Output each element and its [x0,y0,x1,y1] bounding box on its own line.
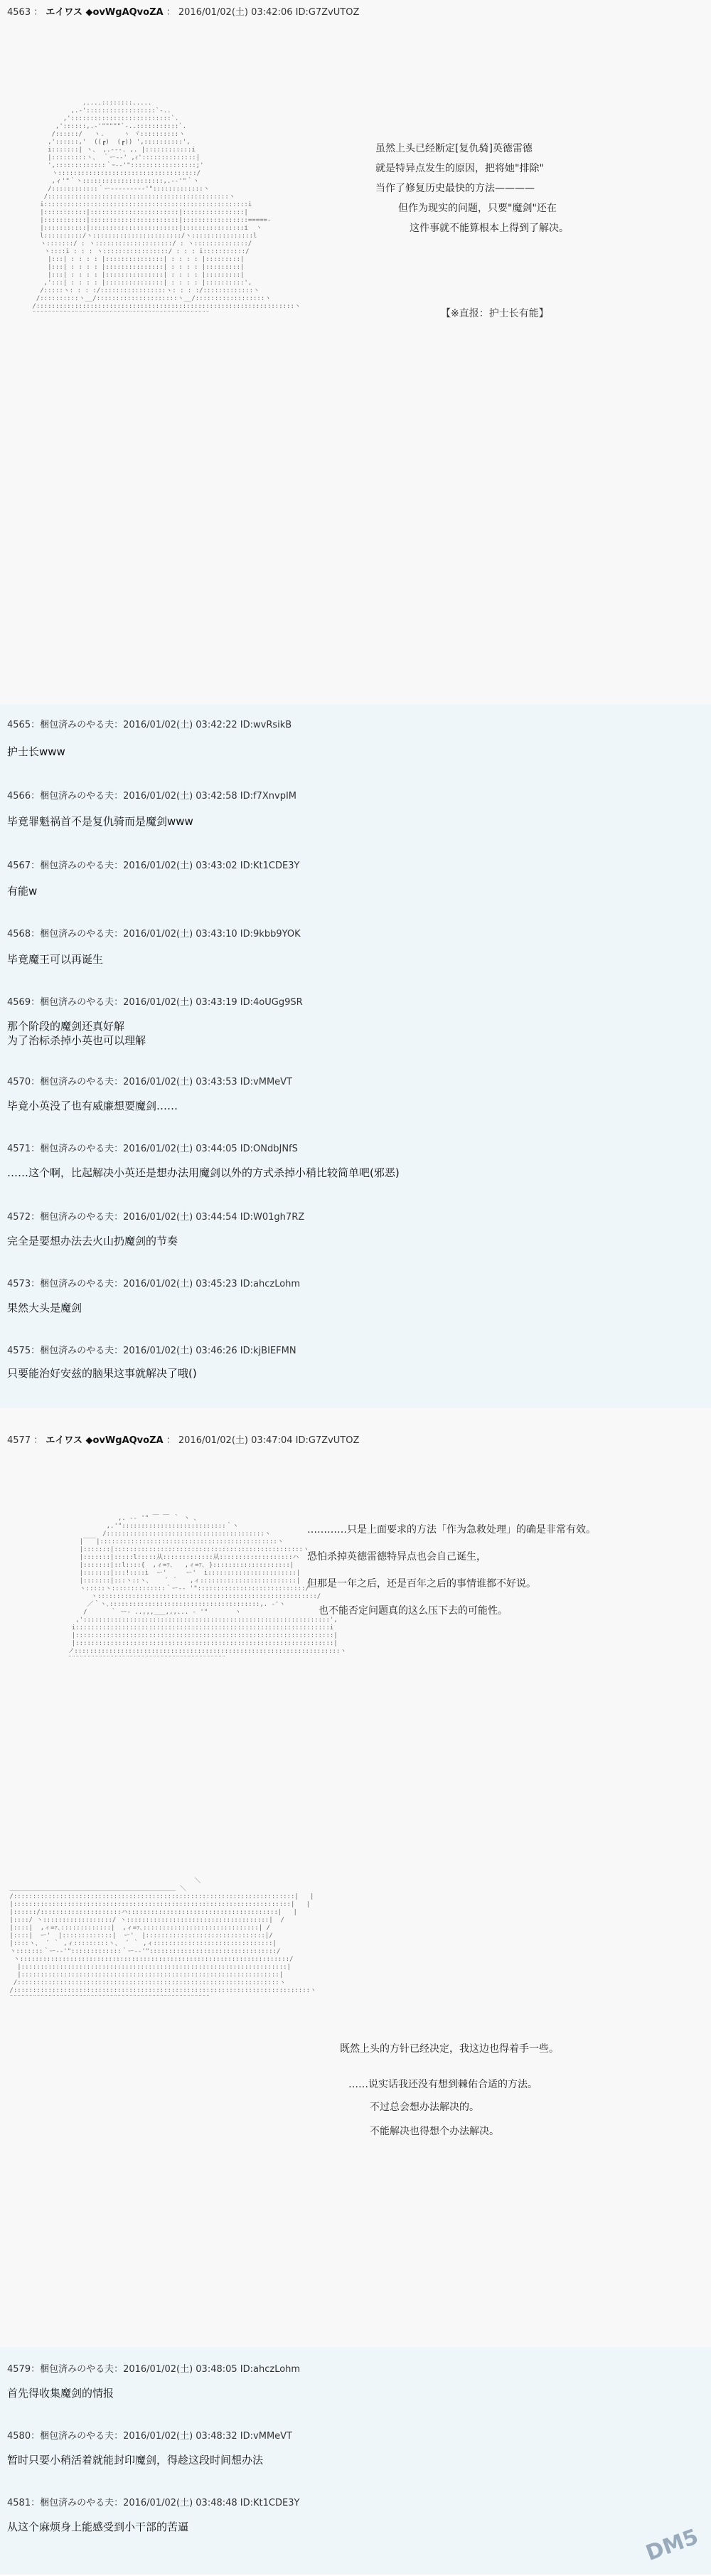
post-header: 4563 ： エイワス ◆ovWgAQvoZA ： 2016/01/02(土) 03:42:06 ID:G7ZvUTOZ [7,7,360,18]
reply-header: 4566：梱包済みのやる夫：2016/01/02(土) 03:42:58 ID:f7XnvpIM [7,791,297,802]
reply-body: 毕竟小英没了也有威廉想要魔剑…… [7,1100,178,1112]
reply-header: 4567：梱包済みのやる夫：2016/01/02(土) 03:43:02 ID:Kt1CDE3Y [7,861,300,871]
note-tag: 【※直报：护士长有能】 [441,308,549,319]
narration-line: …………只是上面要求的方法「作为急救处理」的确是非常有效。 [307,1524,596,1536]
post-number[interactable]: 4577 [7,1435,31,1446]
reply-header: 4580：梱包済みのやる夫：2016/01/02(土) 03:48:32 ID:vMMeVT [7,2431,292,2442]
narration-line: 不能解决也得想个办法解决。 [370,2126,499,2137]
ascii-art-figure-2: ＼ ＿＿＿＿＿＿＿＿＿＿＿＿＿＿＿＿＿＿＿＿＿＿＿＿＿＿ ＼ /:::::::::::::::::::::::::::::::::::::::::::::::::::::::::::::::::::::::::| | |::::::::::::::::::::::::::::::::::::::::::::::::::::::::::::::::::::::::| | |::::::/:::::::::::::::::::::ハ:::::::::::::::::::::::::::::::::::::::| | |::::/ ヽ::::::::::::::::::/ ヽ:::::::::::::::::::::::::::::::::::::| / |::::| ,ィ=ｧ､:::::::::::::| ,ィ=ｧ､::::::::::::::::::::::::::::::| / |::::| ー' |:::::::::::::| ー' |:::::::::::::::::::::::::::::::|/ |::::ヽ、 ´ ｀ ,ィ:::::::::ヽ、 ´ ｀ ,ィ:::::::::::::::::::::::::::::::| ヽ:::::::｀ー-‐'":::::::::::::｀ー-‐'":::::::::::::::::::::::::::::::::/ ヽ::::::::::::::::::::::::::::::::::::::::::::::::::::::::::::::::::::::/ |:::::::::::::::::::::::::::::::::::::::::::::::::::::::::::::::::::::| |:::::::::::::::::::::::::::::::::::::::::::::::::::::::::::::::::::| /::::::::::::::::::::::::::::::::::::::::::::::::::::::::::::::::::::ヽ /:::::::::::::::::::::::::::::::::::::::::::::::::::::::::::::::::::::::::::::ヽ ¨¨¨¨¨¨¨¨¨¨¨¨¨¨¨¨¨¨¨¨¨¨¨¨¨¨¨¨¨¨¨¨¨¨¨¨¨¨¨¨¨¨¨¨¨¨¨¨¨¨¨¨ [9,1878,317,2002]
narration-line: 但作为现实的问题，只要"魔剑"还在 [398,203,557,214]
author-name: エイワス ◆ovWgAQvoZA [46,1435,164,1446]
replies-block-2 [0,2347,711,2575]
post-meta: 2016/01/02(土) 03:42:06 ID:G7ZvUTOZ [178,7,360,18]
narration-line: 恐怕杀掉英德雷德特异点也会自己诞生， [307,1551,486,1563]
reply-body: 有能w [7,885,38,898]
reply-body: 护士长www [7,745,65,758]
reply-body: 果然大头是魔剑 [7,1302,82,1314]
reply-header: 4568：梱包済みのやる夫：2016/01/02(土) 03:43:10 ID:9kbb9YOK [7,929,301,940]
reply-header: 4572：梱包済みのやる夫：2016/01/02(土) 03:44:54 ID:W01gh7RZ [7,1212,305,1223]
author-name: エイワス ◆ovWgAQvoZA [46,7,164,18]
site-watermark: DM5 [642,2524,702,2567]
reply-header: 4569：梱包済みのやる夫：2016/01/02(土) 03:43:19 ID:4oUGg9SR [7,997,303,1008]
reply-header: 4581：梱包済みのやる夫：2016/01/02(土) 03:48:48 ID:Kt1CDE3Y [7,2498,300,2508]
post-number[interactable]: 4563 [7,7,31,18]
reply-body: 只要能治好安兹的脑果这事就解决了哦() [7,1367,197,1380]
reply-body: 那个阶段的魔剑还真好解 [7,1020,125,1033]
narration-line: 这件事就不能算根本上得到了解决。 [410,223,569,234]
replies-block-1 [0,704,711,1408]
ascii-art-figure-1: ,. -‐ '" ￣ ￣ ｀ ヽ 、 ,.'":::::::::::::::::::::::::::｀ヽ /:::::::::::::::::::::::::::::::::::::::::ヽ |￣￣|::::::::::::::::::::::::::::::::::::::::::::::ヽ |:::::::|:::::::::::::::::::::::::::::::::::::::::::::::::ヽ |:::::::|:::::l:::::从:::::::::::::从:::::::::::::::::::ハ |:::::::|::l::::{ ,ィ=ｧ､ ,ィ=ｧ､ }::::::::::::::::::::| |:::::::|:::!::::i ー' ー' i:::::::::::::::::::::::| |:::::::|:::ヽ::ヽ、 ´ ｀ ,ィ:::::::::::::::::::::::::| ヽ:::::ヽ::::::::::::::｀ー-‐ '"::::::::::::::::::::::::::::/ ヽ:::::::::::::::::::::::::::::::::::::::::::::::::::::::::/ ／｀ヽ､:::::::::::::::::::::::::::::::::::::::,. ‐'ヽ / ｀ ー- ..,,,___,,,... ‐ '" ヽ ,'::::::::::::::::::::::::::::::::::::::::::::::::::::::::::::::::', i::::::::::::::::::::::::::::::::::::::::::::::::::::::::::::::::::i |:::::::::::::::::::::::::::::::::::::::::::::::::::::::::::::::::::| |:::::::::::::::::::::::::::::::::::::::::::::::::::::::::::::::::::| ノ:::::::::::::::::::::::::::::::::::::::::::::::::::::::::::::::::::::ヽ ¨¨¨¨¨¨¨¨¨¨¨¨¨¨¨¨¨¨¨¨¨¨¨¨¨¨¨¨¨¨¨¨¨¨¨¨¨¨¨¨¨ [68,1515,347,1663]
narration-line: 就是特异点发生的原因，把将她"排除" [375,163,544,174]
narration-line: 但那是一年之后，还是百年之后的事情谁都不好说。 [307,1578,536,1590]
narration-line: 也不能否定问题真的这么压下去的可能性。 [319,1605,508,1617]
reply-body-2: 为了治标杀掉小英也可以理解 [7,1034,146,1047]
post-header: 4577 ： エイワス ◆ovWgAQvoZA ： 2016/01/02(土) 03:47:04 ID:G7ZvUTOZ [7,1435,360,1446]
post-meta: 2016/01/02(土) 03:47:04 ID:G7ZvUTOZ [178,1435,360,1446]
reply-header: 4565：梱包済みのやる夫：2016/01/02(土) 03:42:22 ID:wvRsikB [7,720,292,730]
reply-body: 毕竟罪魁祸首不是复仇骑而是魔剑www [7,815,193,828]
reply-body: 首先得收集魔剑的情报 [7,2387,114,2400]
reply-body: ……这个啊，比起解决小英还是想办法用魔剑以外的方式杀掉小稍比较简单吧(邪恶) [7,1166,400,1179]
ascii-art-nurse: .....::::::::..... ,.-'::::::::::::::::::`-.. ,'::::::::::::::::::::::::::`. ,'::::::,.-'"""""`-..:::::::::::`. /::::::/ ヽ. ヽ ヾ::::::::::ヽ ,'::::::,' ((┏) (┏)) ',::::::::::', i:::::::| ヽ、 ,.-‐-. ,. |::::::::::::i |:::::::::ヽ、 ｀ー-‐' ,ｨ'::::::::::::::| ',:::::::::::::｀ｰ-‐'":::::::::::::::::;' ヽ::::::::::::::::::::::::::::::::::::/ ,ィ'"｀ヽ:::::::::::::::::::::,.-‐'"｀ヽ /::::::::::::｀ー‐-------‐'":::::::::::::ヽ /:::::::::::::::::::::::::::::::::::::::::::::::ヽ i:::::::::::::::::::::::::::::::::::::::::::::::::::::i |:::::::::::|:::::::::::::::::::::::|::::::::::::::::| |:::::::::::|:::::::::::::::::::::::|:::::::::::::::::=====- |:::::::::::|:::::::::::::::::::::::|::::::::::::::::i ヽ l::::::::::/ヽ:::::::::::::::::::::::/ヽ::::::::::::::::l ヽ:::::::/ : ヽ::::::::::::::::::::/ : ヽ::::::::::::::/ ヽ::::i : : : ヽ:::::::::::::::::/ : : : i:::::::::::/ |:::| : : : : |:::::::::::::::| : : : : |:::::::::| |:::| : : : : |:::::::::::::::| : : : : |:::::::::| |:::| : : : : |:::::::::::::::| : : : : |:::::::::| ,':::| : : : : |:::::::::::::::| : : : : |::::::::::', /:::::ヽ: : : :/:::::::::::::::::ヽ: : : :/:::::::::::::ヽ /::::::::::ヽ__/:::::::::::::::::::::ヽ__/::::::::::::::::::ヽ /:::::::::::::::::::::::::::::::::::::::::::::::::::::::::::::::::::ヽ ¨¨¨¨¨¨¨¨¨¨¨¨¨¨¨¨¨¨¨¨¨¨¨¨¨¨¨¨¨¨¨¨¨¨¨¨¨¨¨¨¨¨¨¨¨¨ [32,100,301,318]
narration-line: 当作了修复历史最快的方法———— [375,183,535,194]
post-4577 [0,1408,711,2347]
reply-body: 完全是要想办法去火山扔魔剑的节奏 [7,1235,178,1247]
reply-header: 4571：梱包済みのやる夫：2016/01/02(土) 03:44:05 ID:ONdbJNfS [7,1144,298,1154]
reply-header: 4573：梱包済みのやる夫：2016/01/02(土) 03:45:23 ID:ahczLohm [7,1279,301,1289]
post-4563 [0,0,711,704]
reply-header: 4570：梱包済みのやる夫：2016/01/02(土) 03:43:53 ID:vMMeVT [7,1077,292,1087]
narration-line: 虽然上头已经断定[复仇骑]英德雷德 [375,143,533,154]
reply-header: 4579：梱包済みのやる夫：2016/01/02(土) 03:48:05 ID:ahczLohm [7,2364,301,2375]
reply-body: 从这个麻烦身上能感受到小干部的苦逼 [7,2521,189,2533]
reply-body: 暂时只要小稍活着就能封印魔剑，得趁这段时间想办法 [7,2454,264,2466]
narration-line: ……说实话我还没有想到棘佑合适的方法。 [348,2079,538,2090]
reply-header: 4575：梱包済みのやる夫：2016/01/02(土) 03:46:26 ID:kjBIEFMN [7,1346,296,1356]
narration-line: 不过总会想办法解决的。 [370,2102,479,2113]
reply-body: 毕竟魔王可以再诞生 [7,953,104,966]
narration-line: 既然上头的方针已经决定，我这边也得着手一些。 [340,2043,559,2055]
